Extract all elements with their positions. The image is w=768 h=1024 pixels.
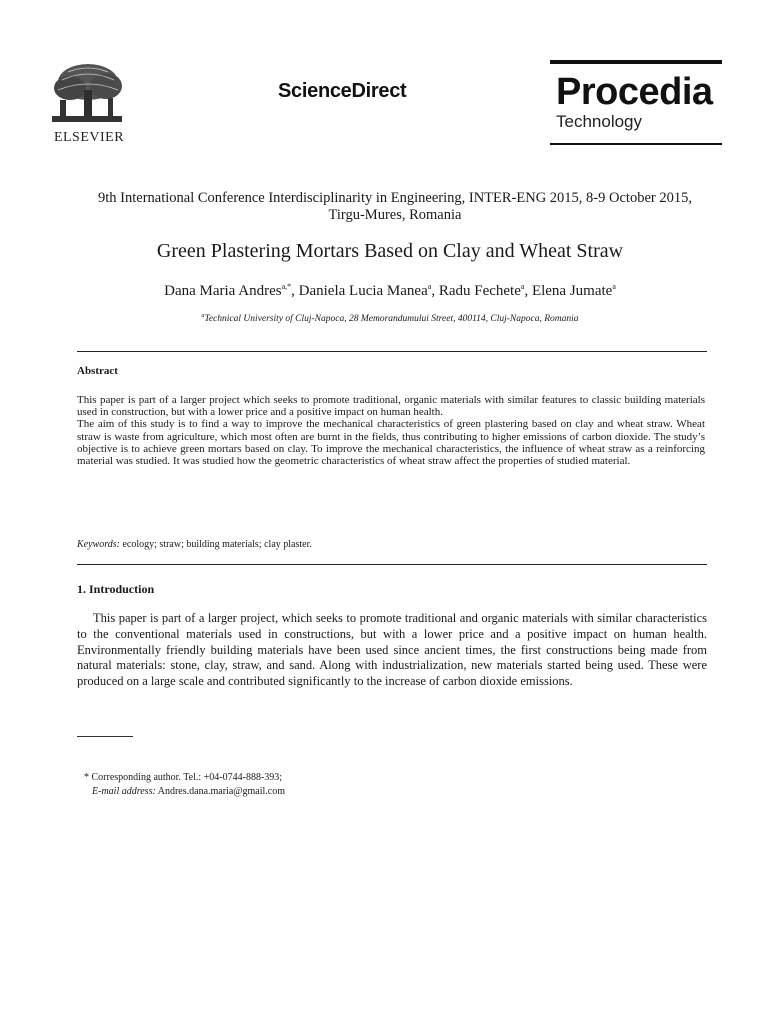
author-name: Dana Maria Andres xyxy=(164,283,282,299)
author-separator: , xyxy=(524,283,532,299)
abstract-body xyxy=(77,394,705,467)
footnote xyxy=(84,771,285,799)
corresponding-author: * Corresponding author. Tel.: +04-0744-888-393; xyxy=(84,772,283,783)
journal-subtitle: Technology xyxy=(556,112,643,131)
journal-logo-top-rule xyxy=(550,60,722,64)
journal-logo-bottom-rule xyxy=(550,143,722,145)
keywords xyxy=(77,539,312,550)
author-name: Daniela Lucia Manea xyxy=(298,283,428,299)
author-affiliation-mark: a,* xyxy=(281,282,292,291)
paper-title: Green Plastering Mortars Based on Clay and Wheat Straw xyxy=(156,240,624,262)
abstract-paragraph: The aim of this study is to find a way to improve the mechanical characteristics of green plastering based on clay and wheat straw. Wheat straw is waste from agriculture, which most often are burnt in the fields, thus contributing to higher emissions of carbon dioxide. The study’s objective is to achieve green mortars based on clay. To improve the mechanical characteristics, the influence of wheat straw as a reinforcing material was studied. It was studied how the geometric characteristics of wheat straw affect the properties of studied material. xyxy=(77,418,705,468)
introduction-paragraph: This paper is part of a larger project, which seeks to promote traditional and organic materials with similar characteristics to the conventional materials used in constructions, but with a lower price and a positive impact on human health. Environmentally friendly building materials have been used since ancient times, the first constructions being made from natural materials: stone, clay, straw, and sand. Along with industrialization, new materials started being used. These were produced on a large scale and contributed significantly to the increase of carbon dioxide emissions. xyxy=(77,611,707,689)
author-separator: , xyxy=(291,283,299,299)
author-affiliation-mark: a xyxy=(612,282,616,291)
affiliation xyxy=(60,313,720,324)
author-affiliation-mark: a xyxy=(520,282,525,291)
abstract-top-rule xyxy=(77,351,707,352)
keywords-label: Keywords: xyxy=(77,539,120,550)
footnote-rule xyxy=(77,736,133,737)
journal-logo xyxy=(550,60,722,146)
affiliation-mark: a xyxy=(201,313,205,319)
sciencedirect-logo[interactable]: ScienceDirect xyxy=(278,80,407,102)
elsevier-wordmark: ELSEVIER xyxy=(53,130,125,145)
author-separator: , xyxy=(431,283,439,299)
elsevier-logo xyxy=(44,60,134,150)
conference-line: 9th International Conference Interdisciplinarity in Engineering, INTER-ENG 2015, 8-9 October 2015, Tirgu-Mures, Romania xyxy=(98,190,692,223)
section-heading-introduction: 1. Introduction xyxy=(77,582,155,596)
email-address[interactable]: Andres.dana.maria@gmail.com xyxy=(155,786,285,797)
abstract-heading: Abstract xyxy=(77,365,118,377)
keywords-text: ecology; straw; building materials; clay plaster. xyxy=(119,539,312,550)
abstract-paragraph: This paper is part of a larger project which seeks to promote traditional, organic materials with similar features to classic building materials used in construction, but with a lower price and a positive impact on human health. xyxy=(77,394,705,419)
email-line xyxy=(84,785,285,799)
journal-name: Procedia xyxy=(556,71,713,113)
keywords-bottom-rule xyxy=(77,564,707,565)
author-affiliation-mark: a xyxy=(427,282,432,291)
affiliation-text: Technical University of Cluj-Napoca, 28 Memorandumului Street, 400114, Cluj-Napoca, Romania xyxy=(204,314,579,325)
author-name: Elena Jumate xyxy=(531,283,613,299)
author-list xyxy=(60,282,720,300)
email-label: E-mail address: xyxy=(92,786,156,797)
author-name: Radu Fechete xyxy=(438,283,521,299)
elsevier-tree-icon xyxy=(48,60,126,126)
